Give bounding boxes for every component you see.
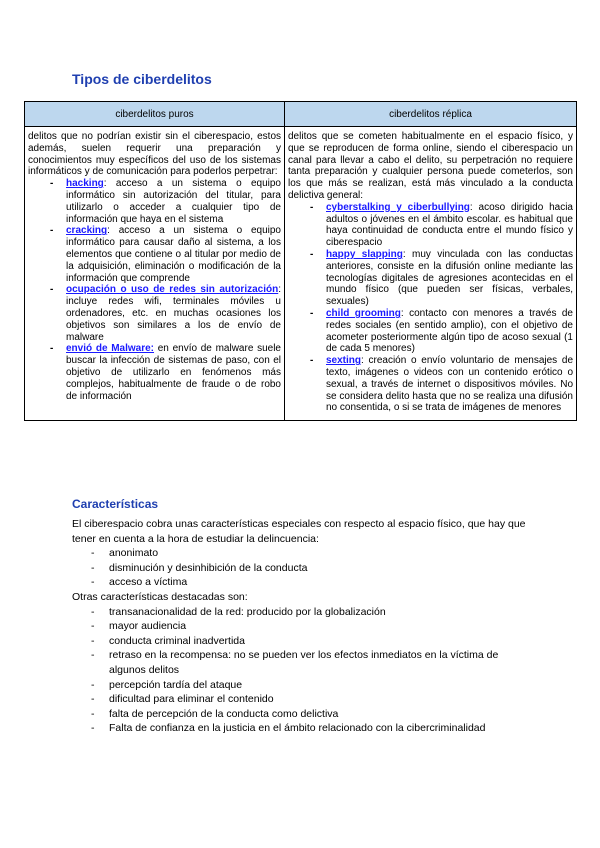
item-text: : incluye redes wifi, terminales móviles u ordenadores, etc. en muchas ocasiones los objetivos son similares a los de envío de malware <box>66 284 281 343</box>
term-sexting: sexting <box>326 355 362 367</box>
section-title-tipos: Tipos de ciberdelitos <box>72 71 212 87</box>
list-item: - percepción tardía del ataque <box>72 678 532 693</box>
header-replica: ciberdelitos réplica <box>285 102 577 127</box>
cell-puros <box>25 127 285 421</box>
replica-intro: delitos que se cometen habitualmente en el espacio físico, y que se reproducen de forma online, siendo el ciberespacio un canal para llevar a cabo el delito, su perpetración no requiere tanta preparación y cualquier persona puede cometerlos, son los que más se realizan, está más vinculado a la conducta delictiva general: <box>288 131 573 201</box>
list-item <box>28 225 281 284</box>
item-text: : acceso a un sistema o equipo informático sin autorización del titular, para utilizarlo o acceder a cualquier tipo de información que haya en el sistema <box>66 178 281 225</box>
term-cracking: cracking <box>66 225 108 237</box>
ciberdelitos-table <box>24 101 577 421</box>
list-item: - Falta de confianza en la justicia en el ámbito relacionado con la cibercriminalidad <box>72 721 532 736</box>
caracteristicas-intro: El ciberespacio cobra unas características especiales con respecto al espacio físico, que hay que tener en cuenta a la hora de estudiar la delincuencia: <box>72 518 526 545</box>
list-item: - retraso en la recompensa: no se pueden ver los efectos inmediatos en la víctima de algunos delitos <box>72 648 532 677</box>
item-text: : muy vinculada con las conductas anteriores, consiste en la difusión online mediante las tecnologías digitales de agresiones acontecidas en el mundo físico (que pueden ser físicas, verbales, sexuales) <box>326 248 573 308</box>
item-text: en envío de malware suele buscar la infección de sistemas de paso, con el objetivo de utilizarlo en fenómenos más complejos, habitualmente de fraude o de robo de información <box>66 343 281 402</box>
term-cyberstalking: cyberstalking y ciberbullying <box>326 201 470 213</box>
list-item <box>288 308 573 355</box>
table-header-row <box>25 102 577 127</box>
table-body-row <box>25 127 577 421</box>
term-child-grooming: child grooming <box>326 307 401 319</box>
term-malware: envió de Malware: <box>66 343 155 355</box>
puros-list <box>28 178 281 402</box>
list-item: - acceso a víctima <box>72 575 532 590</box>
list-item: - anonimato <box>72 546 532 561</box>
item-text: : contacto con menores a través de redes sociales (en sentido amplio), con el objetivo de acometer posteriormente algún tipo de acoso sexual (1 de cada 5 menores) <box>326 307 573 355</box>
item-text: : acceso a un sistema o equipo informático para causar daño al sistema, a los elementos que contiene o al titular por medio de la adquisición, eliminación o modificación de la información que comprende <box>66 225 281 284</box>
list-item: - conducta criminal inadvertida <box>72 634 532 649</box>
term-ocupacion: ocupación o uso de redes sin autorización <box>66 284 279 296</box>
list-item <box>28 284 281 343</box>
cell-replica <box>285 127 577 421</box>
list-item <box>28 343 281 402</box>
puros-intro: delitos que no podrían existir sin el ciberespacio, estos además, suelen requerir una preparación y conocimientos muy específicos del uso de los sistemas informáticos y de comunicación para poderlos perpetrar: <box>28 131 281 178</box>
list-item: - transanacionalidad de la red: producido por la globalización <box>72 605 532 620</box>
list-item <box>288 202 573 249</box>
caracteristicas-list-2 <box>72 605 532 736</box>
caracteristicas-body <box>72 517 532 736</box>
item-text: : creación o envío voluntario de mensajes de texto, imágenes o videos con un contenido erótico o sexual, a través de internet o dispositivos móviles. No se considera delito hasta que no se realiza una difusión no consentida, o si se trata de imágenes de menores <box>326 355 573 414</box>
term-happy-slapping: happy slapping <box>326 248 403 260</box>
list-item <box>28 178 281 225</box>
list-item: - mayor audiencia <box>72 619 532 634</box>
header-puros: ciberdelitos puros <box>25 102 285 127</box>
list-item <box>288 249 573 308</box>
caracteristicas-intro-2: Otras características destacadas son: <box>72 590 248 603</box>
list-item: - falta de percepción de la conducta como delictiva <box>72 707 532 722</box>
list-item: - dificultad para eliminar el contenido <box>72 692 532 707</box>
caracteristicas-list-1 <box>72 546 532 590</box>
section-title-caracteristicas: Características <box>72 497 159 511</box>
list-item <box>288 355 573 414</box>
replica-list <box>288 202 573 414</box>
term-hacking: hacking <box>66 178 104 190</box>
list-item: - disminución y desinhibición de la conducta <box>72 561 532 576</box>
item-text: : acoso dirigido hacia adultos o jóvenes en el ámbito escolar. es habitual que haya continuidad de conducta entre el mundo físico y ciberespacio <box>326 201 573 249</box>
